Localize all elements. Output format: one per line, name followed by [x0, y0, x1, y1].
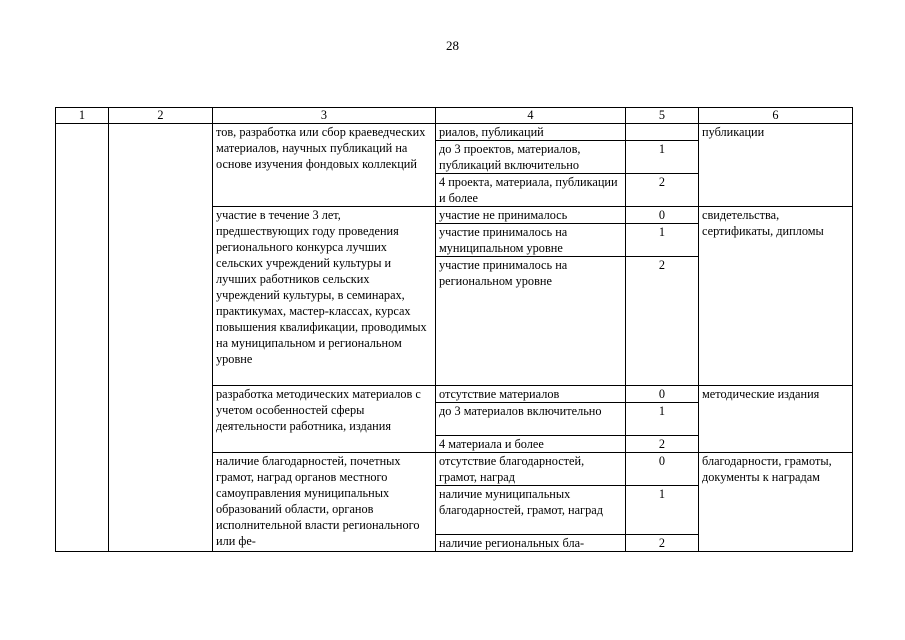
condition-cell: отсутствие благодарностей, грамот, наград [436, 453, 626, 486]
score-cell: 0 [626, 207, 699, 224]
condition-cell: 4 проекта, материала, публикации и более [436, 174, 626, 207]
condition-cell: участие принималось на муниципальном уровне [436, 224, 626, 257]
col2-cell [109, 124, 213, 552]
score-cell: 2 [626, 174, 699, 207]
table-row [56, 124, 853, 141]
criteria-table [55, 107, 853, 552]
document-cell: свидетельства, сертификаты, дипломы [699, 207, 853, 386]
criterion-cell: разработка методических материалов с учетом особенностей сферы деятельности работника, издания [213, 386, 436, 453]
score-cell [626, 124, 699, 141]
condition-cell: участие принималось на региональном уровне [436, 257, 626, 386]
score-cell: 2 [626, 257, 699, 386]
header-col-6: 6 [699, 108, 853, 124]
condition-cell: наличие муниципальных благодарностей, грамот, наград [436, 486, 626, 535]
document-cell: методические издания [699, 386, 853, 453]
condition-cell: отсутствие материалов [436, 386, 626, 403]
condition-cell: участие не принималось [436, 207, 626, 224]
header-row [56, 108, 853, 124]
document-cell: публикации [699, 124, 853, 207]
score-cell: 0 [626, 386, 699, 403]
document-cell: благодарности, грамоты, документы к наградам [699, 453, 853, 552]
score-cell: 1 [626, 403, 699, 436]
header-col-1: 1 [56, 108, 109, 124]
header-col-4: 4 [436, 108, 626, 124]
header-col-3: 3 [213, 108, 436, 124]
condition-cell: риалов, публикаций [436, 124, 626, 141]
col1-cell [56, 124, 109, 552]
criterion-cell: тов, разработка или сбор краеведческих материалов, научных публикаций на основе изучения фондовых коллекций [213, 124, 436, 207]
page-number: 28 [446, 38, 459, 53]
score-cell: 2 [626, 436, 699, 453]
criterion-cell: участие в течение 3 лет, предшествующих году проведения регионального конкурса лучших сельских учреждений культуры и лучших работников сельских учреждений культуры, в семинарах, практикумах, мастер-классах, курсах повышения квалификации, проводимых на муниципальном и региональном уровне [213, 207, 436, 386]
score-cell: 0 [626, 453, 699, 486]
score-cell: 1 [626, 486, 699, 535]
header-col-5: 5 [626, 108, 699, 124]
criterion-cell: наличие благодарностей, почетных грамот, наград органов местного самоуправления муниципальных образований области, органов исполнительной власти регионального или фе- [213, 453, 436, 552]
condition-cell: 4 материала и более [436, 436, 626, 453]
score-cell: 1 [626, 224, 699, 257]
header-col-2: 2 [109, 108, 213, 124]
score-cell: 2 [626, 535, 699, 552]
score-cell: 1 [626, 141, 699, 174]
condition-cell: до 3 проектов, материалов, публикаций включительно [436, 141, 626, 174]
condition-cell: наличие региональных бла- [436, 535, 626, 552]
condition-cell: до 3 материалов включительно [436, 403, 626, 436]
